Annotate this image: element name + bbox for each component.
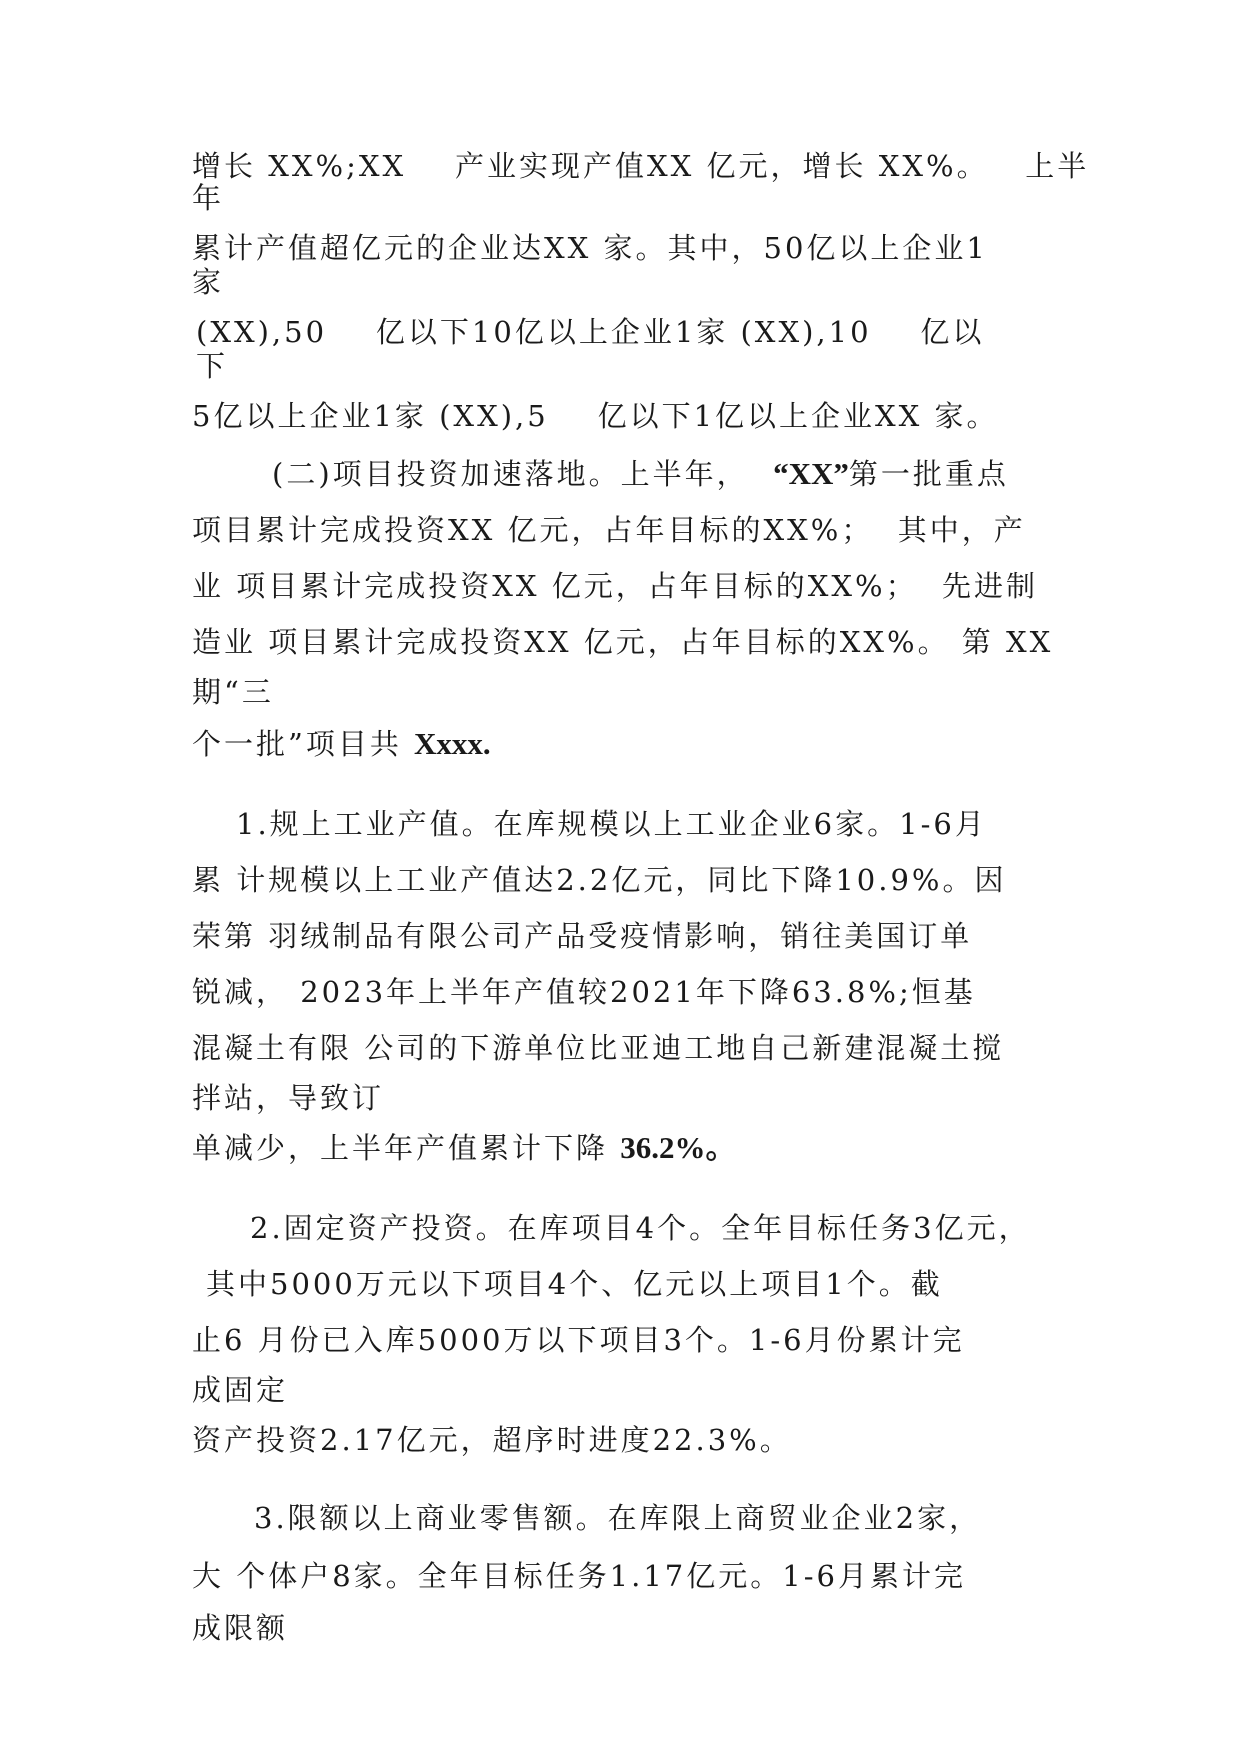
paragraph-heading (272, 456, 1009, 492)
text-line: 荣第 羽绒制品有限公司产品受疫情影响，销往美国订单 (192, 919, 973, 953)
text-line: 年 (192, 181, 225, 215)
text-line (192, 1130, 736, 1166)
text-line: 锐减， 2023年上半年产值较2021年下降63.8%;恒基 (192, 975, 976, 1009)
text-line: 下 (196, 349, 229, 383)
bold-text: “XX” (773, 456, 849, 491)
text-line: 造业 项目累计完成投资XX 亿元，占年目标的XX%。 第 XX (192, 625, 1054, 659)
text-line: 累 计规模以上工业产值达2.2亿元，同比下降10.9%。因 (192, 863, 1007, 897)
text-line: 5亿以上企业1家 (XX),5 亿以下1亿以上企业XX 家。 (192, 399, 999, 433)
text-line: 成限额 (192, 1611, 289, 1645)
text-line: 增长 XX%;XX 产业实现产值XX 亿元，增长 XX%。 上半 (192, 149, 1090, 183)
text-line: 混凝土有限 公司的下游单位比亚迪工地自己新建混凝土搅 (192, 1031, 1005, 1065)
text-line: 家 (192, 265, 225, 299)
text-line: 其中5000万元以下项目4个、亿元以上项目1个。截 (206, 1267, 943, 1301)
text-line: 项目累计完成投资XX 亿元，占年目标的XX%； 其中，产 (192, 513, 1026, 547)
text-line: 业 项目累计完成投资XX 亿元，占年目标的XX%； 先进制 (192, 569, 1039, 603)
text-span: 第一批重点 (848, 457, 1009, 491)
text-line: (XX),50 亿以下10亿以上企业1家 (XX),10 亿以 (196, 315, 985, 349)
text-span: 单减少，上半年产值累计下降 (192, 1131, 621, 1165)
text-line: 止6 月份已入库5000万以下项目3个。1-6月份累计完 (192, 1323, 965, 1357)
text-line: 期“三 (192, 675, 274, 709)
paragraph-heading: 3.限额以上商业零售额。在库限上商贸业企业2家， (254, 1501, 982, 1535)
text-span: (二)项目投资加速落地。上半年， (272, 457, 774, 491)
bold-text: 36.2%。 (620, 1130, 737, 1165)
text-line: 拌站，导致订 (192, 1081, 385, 1115)
paragraph-heading: 1.规上工业产值。在库规模以上工业企业6家。1-6月 (236, 807, 987, 841)
text-line: 成固定 (192, 1373, 289, 1407)
text-line: 大 个体户8家。全年目标任务1.17亿元。1-6月累计完 (192, 1559, 966, 1593)
text-span: 个一批”项目共 (192, 727, 415, 761)
bold-text: Xxxx. (414, 726, 491, 761)
text-line (192, 726, 491, 762)
text-line: 资产投资2.17亿元，超序时进度22.3%。 (192, 1423, 792, 1457)
paragraph-heading: 2.固定资产投资。在库项目4个。全年目标任务3亿元， (250, 1211, 1031, 1245)
text-line: 累计产值超亿元的企业达XX 家。其中，50亿以上企业1 (192, 231, 988, 265)
